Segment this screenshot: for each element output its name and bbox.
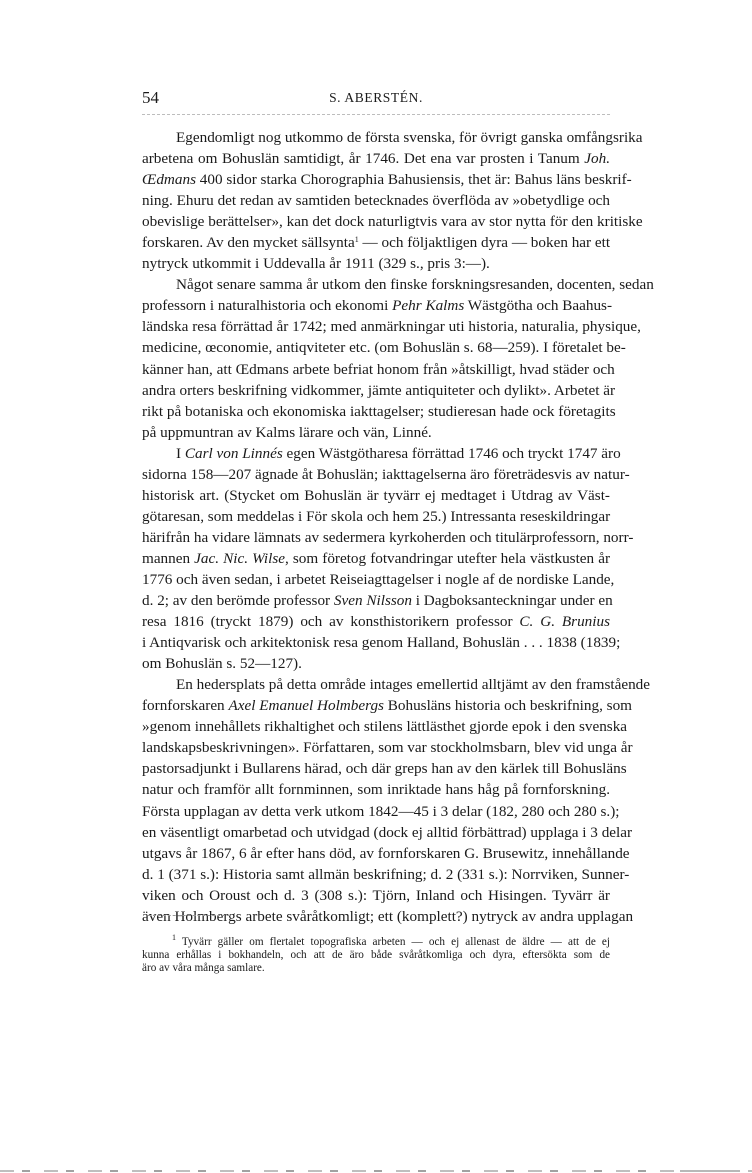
header-rule xyxy=(142,114,610,115)
text-line: 1776 och även sedan, i arbetet Reiseiagttagelser i nogle af de nordiske Lande, xyxy=(142,570,615,588)
text-line: Första upplagan av detta verk utkom 1842—45 i 3 delar (182, 280 och 280 s.); xyxy=(142,802,620,820)
text-line: utgavs år 1867, 6 år efter hans död, av fornforskaren G. Brusewitz, innehållande xyxy=(142,844,630,862)
text-line: ning. Ehuru det redan av samtiden betecknades överflöda av »obetydlige och xyxy=(142,192,610,210)
text-line: En hedersplats på detta område intages emellertid alltjämt av den framstående xyxy=(176,676,651,694)
italic-name: Pehr Kalms xyxy=(392,297,465,315)
text-line: Œdmans 400 sidor starka Chorographia Bahusiensis, thet är: Bahus läns beskrif- xyxy=(142,171,632,189)
text-line: d. 1 (371 s.): Historia samt allmän beskrifning; d. 2 (331 s.): Norrviken, Sunner- xyxy=(142,865,630,883)
text-line: pastorsadjunkt i Bullarens härad, och där greps han av den kärlek till Bohusläns xyxy=(142,760,627,778)
page-number: 54 xyxy=(142,88,159,107)
text-line: arbetena om Bohuslän samtidigt, år 1746. Det ena var prosten i Tanum Joh. xyxy=(142,150,610,168)
text-line: rikt på botaniska och ekonomiska iakttagelser; studieresan hade ock företagits xyxy=(142,402,616,420)
italic-name: Jac. Nic. Wilse xyxy=(194,549,285,567)
italic-name: Œdmans xyxy=(142,171,196,189)
text-line: Något senare samma år utkom den finske forskningsresanden, docenten, sedan xyxy=(176,276,654,294)
text-line: fornforskaren Axel Emanuel Holmbergs Bohusläns historia och beskrifning, som xyxy=(142,697,632,715)
text-line: götaresan, som meddelas i För skola och hem 25.) Intressanta reseskildringar xyxy=(142,507,611,525)
text-line: sidorna 158—207 ägnade åt Bohuslän; iakttagelserna äro företrädesvis av natur- xyxy=(142,465,630,483)
text-line: om Bohuslän s. 52—127). xyxy=(142,655,302,673)
footnote-marker[interactable]: 1 xyxy=(354,235,359,245)
text-line: obevislige berättelser», kan det dock naturligtvis vara av stor nytta för den kritiske xyxy=(142,213,643,231)
text-line: i Antiqvarisk och arkitektonisk resa genom Halland, Bohuslän . . . 1838 (1839; xyxy=(142,634,621,652)
text-line: »genom innehållets rikhaltighet och stilens lättlästhet gjorde epok i den svenska xyxy=(142,718,628,736)
text-line: en väsentligt omarbetad och utvidgad (dock ej alltid förbättrad) upplaga i 3 delar xyxy=(142,823,633,841)
text-line: landskapsbeskrivningen». Författaren, som var stockholmsbarn, blev vid unga år xyxy=(142,739,633,757)
italic-name: Axel Emanuel Holmbergs xyxy=(228,697,384,715)
paragraph-1 xyxy=(142,127,643,274)
text-line: härifrån ha vidare lämnats av sedermera kyrkoherden och titulärprofessorn, norr- xyxy=(142,528,634,546)
italic-name: Carl von Linnés xyxy=(184,444,283,462)
text-line: Egendomligt nog utkommo de första svenska, för övrigt ganska omfångsrika xyxy=(176,129,643,146)
italic-name: Sven Nilsson xyxy=(333,592,412,610)
footnote-line: $^1$ Tyvärr gäller om flertalet topografiska arbeten — och ej allenast de äldre — att de ej xyxy=(172,933,610,948)
body-text xyxy=(142,127,654,927)
footnote-number: 1 xyxy=(172,933,176,942)
text-line: resa 1816 (tryckt 1879) och av konsthistorikern professor C. G. Brunius xyxy=(142,613,610,631)
text-line: d. 2; av den berömde professor Sven Nilsson i Dagboksanteckningar under en xyxy=(142,592,613,610)
running-head-author: S. ABERSTÉN. xyxy=(329,90,423,105)
footnote-line: kunna erhållas i bokhandeln, och att de äro både svåråtkomliga och dyra, eftersökta som de xyxy=(142,949,610,962)
text-line: även Holmbergs arbete svåråtkomligt; ett (komplett?) nytryck av andra upplagan xyxy=(142,907,634,925)
text-line: ländska resa förrättad år 1742; med anmärkningar uti historia, naturalia, physique, xyxy=(142,318,641,336)
text-line: på uppmuntran av Kalms lärare och vän, Linné. xyxy=(142,423,432,441)
footnote-line: äro av våra många samlare. xyxy=(142,962,265,975)
paragraph-3 xyxy=(142,443,634,675)
text-line: andra orters beskrifning vidkommer, jämte antiquiteter och dylikt». Arbetet är xyxy=(142,381,616,399)
scan-edge-artifact xyxy=(0,1170,752,1172)
italic-name: Joh. xyxy=(584,150,610,168)
text-line: viken och Oroust och d. 3 (308 s.): Tjörn, Inland och Hisingen. Tyvärr är xyxy=(142,886,610,904)
text-line: natur och framför allt fornminnen, som inriktade hans håg på fornforskning. xyxy=(142,781,610,799)
text-line: mannen Jac. Nic. Wilse, som företog fotvandringar utefter hela västkusten år xyxy=(142,549,610,567)
text-line: känner han, att Œdmans arbete befriat honom från »åtskilligt, hvad städer och xyxy=(142,360,615,378)
footnote-separator xyxy=(148,915,230,916)
footnote xyxy=(142,933,610,976)
scan-edge-artifact xyxy=(680,1170,740,1172)
text-line: medicine, œconomie, antiqviteter etc. (om Bohuslän s. 68—259). I företalet be- xyxy=(142,339,626,357)
text-line: historisk art. (Stycket om Bohuslän är tyvärr ej medtaget i Utdrag av Väst- xyxy=(142,486,610,504)
paragraph-4 xyxy=(142,674,651,927)
page-header xyxy=(142,88,610,110)
text-line: forskaren. Av den mycket sällsynta$^1$ — och följaktligen dyra — boken har ett xyxy=(142,234,611,252)
text-line: professorn i naturalhistoria och ekonomi Pehr Kalms Wästgötha och Baahus- xyxy=(142,297,613,315)
text-line: nytryck utkommit i Uddevalla år 1911 (329 s., pris 3:—). xyxy=(142,255,490,273)
paragraph-2 xyxy=(142,274,654,442)
italic-name: C. G. Brunius xyxy=(519,613,610,631)
text-line: I Carl von Linnés egen Wästgötharesa förrättad 1746 och tryckt 1747 äro xyxy=(176,444,621,462)
